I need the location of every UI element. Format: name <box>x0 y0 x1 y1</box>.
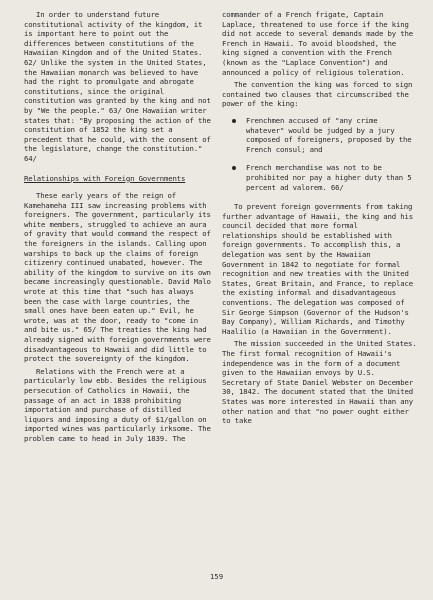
paragraph-delegation: To prevent foreign governments from taking further advantage of Hawaii, the king and his council decided that more formal relationships should be established with foreign governments. To accomplish this, a delegation was sent by the Hawaiian Government in 1842 to negotiate for formal recognition and new treaties with the United States, Great Britain, and France, to replace the existing informal and disadvantageous conventions. The delegation was composed of Sir George Simpson (Governor of the Hudson's Bay Company), William Richards, and Timothy Haalilio (a Hawaiian in the Government). <box>222 202 413 336</box>
paragraph-early-years: These early years of the reign of Kamehameha III saw increasing problems with foreigners. The government, particularly its white members, struggled to achieve an aura of gravity that would command the respect of the foreigners in the islands. Calling upon warships to back up the claims of foreign citizenry continued unabated, however. The ability of the kingdom to survive on its own became increasingly questionable. David Malo wrote at this time that "such has always been the case with large countries, the small ones have been eaten up." Evil, he wrote, was at the door, ready to "come in and bite us." 65/ The treaties the king had already signed with foreign governments were disadvantageous to Hawaii and did little to protect the sovereignty of the kingdom. <box>24 191 211 364</box>
paragraph-convention: The convention the king was forced to sign contained two clauses that circumscribed the power of the king: <box>222 80 413 109</box>
list-item-text: Frenchmen accused of "any crime whatever" would be judged by a jury composed of foreigners, proposed by the French consul; and <box>246 115 412 154</box>
paragraph-laplace: commander of a French frigate, Captain Laplace, threatened to use force if the king did not accede to several demands made by the French in Hawaii. To avoid bloodshed, the king signed a convention with the French (known as the "Laplace Convention") and announced a policy of religious toleration. <box>222 10 413 77</box>
bullet-icon <box>232 119 236 123</box>
paragraph-constitutions: In order to understand future constitutional activity of the kingdom, it is important here to point out the differences between constitutions of the Hawaiian Kingdom and of the United States. 62/ Unlike the system in the United States, the Hawaiian monarch was believed to have had the right to promulgate and abrogate constitutions, since the original constitution was granted by the king and not by "We the people." 63/ One Hawaiian writer states that: "By proposing the action of the constitution of 1852 the king set a precedent that he could, with the consent of the legislature, change the constitution." 64/ <box>24 10 211 163</box>
list-item-text: French merchandise was not to be prohibited nor pay a higher duty than 5 percent ad valorem. 66/ <box>246 163 412 192</box>
right-column <box>222 10 417 429</box>
list-item <box>232 163 417 192</box>
page-number: 159 <box>209 572 224 581</box>
section-heading: Relationships with Foreign Governments <box>24 173 186 183</box>
clause-list <box>222 116 417 192</box>
bullet-icon <box>232 166 236 170</box>
paragraph-mission: The mission succeeded in the United States. The first formal recognition of Hawaii's independence was in the form of a document given to the Hawaiian envoys by U.S. Secretary of State Daniel Webster on December 30, 1842. The document stated that the United States was more interested in Hawaii than any other nation and that "no power ought either to take <box>222 339 417 426</box>
list-item <box>232 116 417 154</box>
left-column <box>24 10 214 447</box>
paragraph-french-relations: Relations with the French were at a particularly low ebb. Besides the religious persecution of Catholics in Hawaii, the passage of an act in 1838 prohibiting importation and purchase of distilled liquors and imposing a duty of $1/gallon on imported wines was particularly irksome. The problem came to head in July 1839. The <box>24 366 211 443</box>
